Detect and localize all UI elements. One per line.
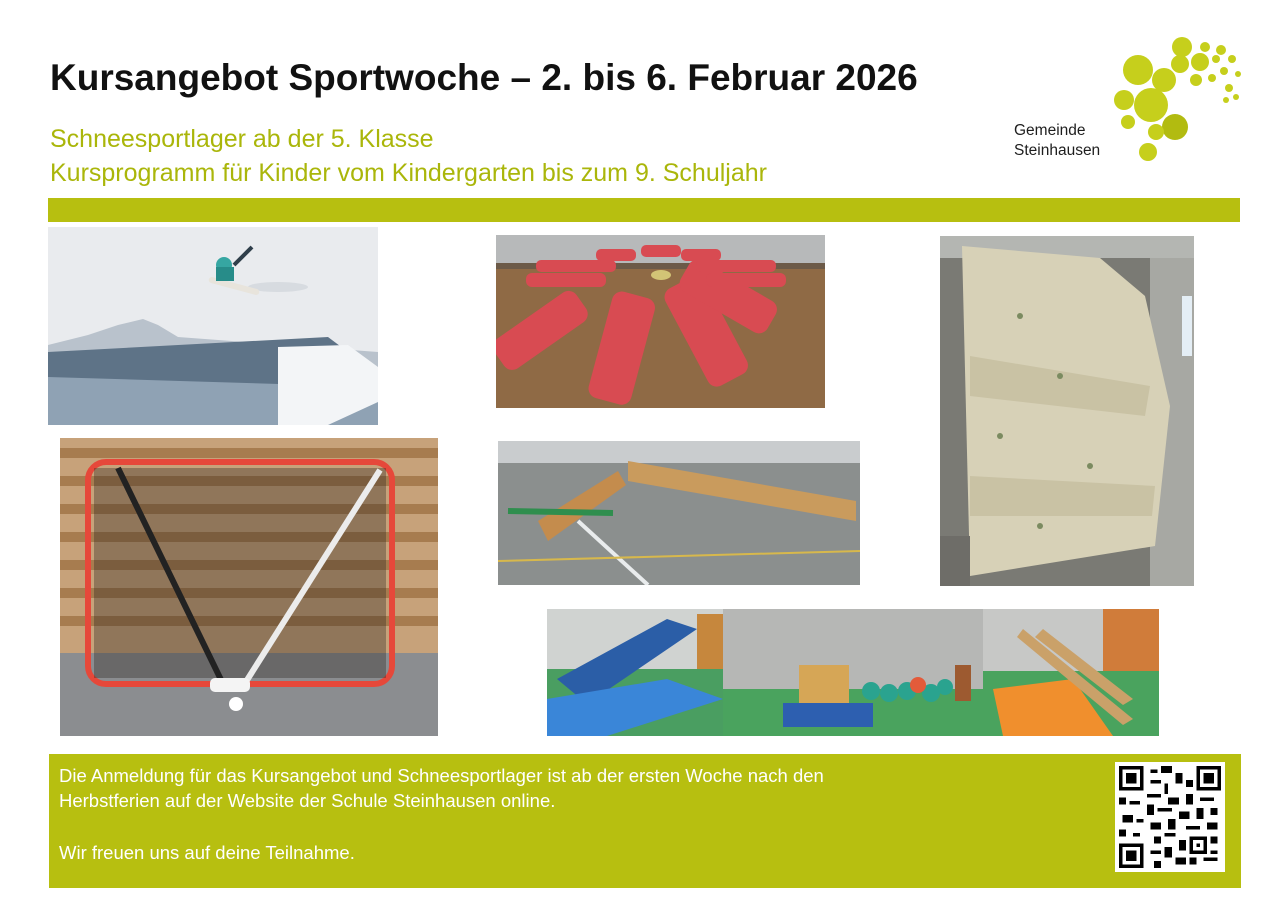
photo-gym-balls (723, 609, 983, 736)
registration-footer (49, 754, 1241, 888)
subtitle-snow-camp: Schneesportlager ab der 5. Klasse (50, 125, 434, 153)
footer-text-line-2: Herbstferien auf der Website der Schule Steinhausen online. (59, 790, 556, 811)
accent-bar (48, 198, 1240, 222)
footer-text-line-3: Wir freuen uns auf deine Teilnahme. (59, 842, 355, 863)
footer-text-line-1: Die Anmeldung für das Kursangebot und Schneesportlager ist ab der ersten Woche nach den (59, 765, 824, 786)
photo-gym-ramp-benches (983, 609, 1159, 736)
photo-floorball-goal (60, 438, 438, 736)
photo-red-mats-star (496, 235, 825, 408)
logo-line-steinhausen: Steinhausen (1014, 142, 1101, 159)
subtitle-course-program: Kursprogramm für Kinder vom Kindergarten bis zum 9. Schuljahr (50, 159, 767, 187)
photo-gym-benches (498, 441, 860, 585)
qr-code-graphic (1119, 766, 1221, 868)
page-title: Kursangebot Sportwoche – 2. bis 6. Februar 2026 (50, 57, 918, 98)
photo-snowboarder (48, 227, 378, 425)
photo-climbing-wall (940, 236, 1194, 586)
photo-gym-mats-ramp (547, 609, 723, 736)
logo-wordmark (1014, 121, 1100, 161)
qr-code[interactable] (1115, 762, 1225, 872)
logo-line-gemeinde: Gemeinde (1014, 122, 1086, 139)
